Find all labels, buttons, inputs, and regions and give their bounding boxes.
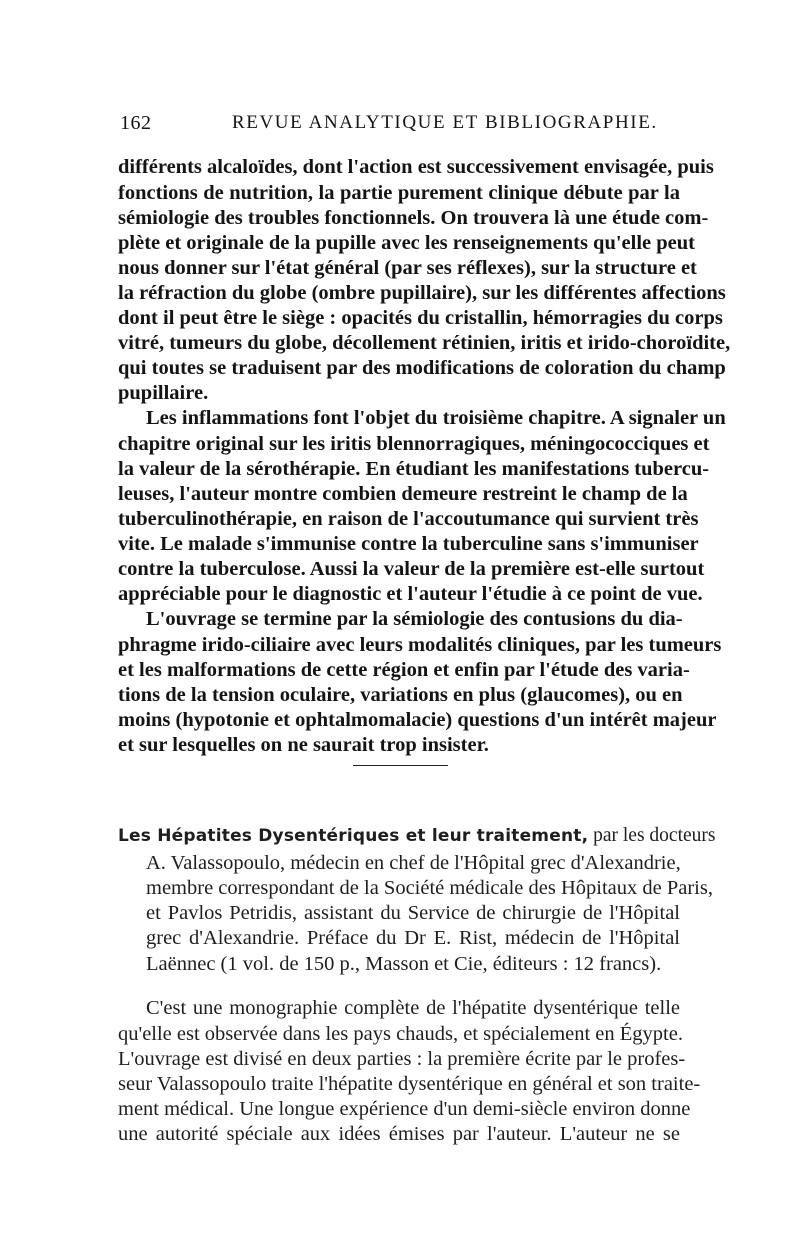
text-line: phragme irido-ciliaire avec leurs modalités cliniques, par les tumeurs: [118, 634, 722, 656]
section-divider: [353, 765, 448, 766]
paragraph-start-line: C'est une monographie complète de l'hépatite dysentérique telle: [146, 997, 680, 1019]
text-line: une autorité spéciale aux idées émises par l'auteur. L'auteur ne se: [118, 1123, 680, 1145]
text-line: et sur lesquelles on ne saurait trop insister.: [118, 734, 489, 756]
text-line: chapitre original sur les iritis blennorragiques, méningococciques et: [118, 433, 710, 455]
review-title: Les Hépatites Dysentériques et leur traitement,: [118, 826, 589, 846]
text-line: la valeur de la sérothérapie. En étudiant les manifestations tubercu-: [118, 458, 710, 480]
text-line: L'ouvrage est divisé en deux parties : la première écrite par le profes-: [118, 1048, 686, 1070]
review-heading-rest: par les docteurs: [588, 825, 716, 846]
paragraph-start-line: Les inflammations font l'objet du troisième chapitre. A signaler un: [146, 407, 726, 429]
text-line: plète et originale de la pupille avec les renseignements qu'elle peut: [118, 232, 695, 254]
text-line: ment médical. Une longue expérience d'un demi-siècle environ donne: [118, 1098, 691, 1120]
text-line: tuberculinothérapie, en raison de l'accoutumance qui survient très: [118, 508, 699, 530]
text-line: dont il peut être le siège : opacités du cristallin, hémorragies du corps: [118, 307, 723, 329]
text-line: sémiologie des troubles fonctionnels. On trouvera là une étude com-: [118, 207, 709, 229]
running-head: [120, 112, 680, 144]
text-line: la réfraction du globe (ombre pupillaire), sur les différentes affections: [118, 282, 726, 304]
paragraph-start-line: L'ouvrage se termine par la sémiologie des contusions du dia-: [146, 608, 683, 630]
text-line: qui toutes se traduisent par des modifications de coloration du champ: [118, 357, 726, 379]
page-number: 162: [120, 112, 152, 134]
text-line: pupillaire.: [118, 382, 209, 404]
review-heading-line: Laënnec (1 vol. de 150 p., Masson et Cie, éditeurs : 12 francs).: [146, 953, 662, 975]
review-heading-line: grec d'Alexandrie. Préface du Dr E. Rist, médecin de l'Hôpital: [146, 927, 680, 949]
text-line: fonctions de nutrition, la partie purement clinique débute par la: [118, 182, 680, 204]
text-line: vite. Le malade s'immunise contre la tuberculine sans s'immuniser: [118, 533, 699, 555]
text-line: qu'elle est observée dans les pays chauds, et spécialement en Égypte.: [118, 1023, 683, 1045]
text-line: contre la tuberculose. Aussi la valeur de la première est-elle surtout: [118, 558, 705, 580]
running-title: REVUE ANALYTIQUE ET BIBLIOGRAPHIE.: [232, 112, 658, 133]
text-line: vitré, tumeurs du globe, décollement rétinien, iritis et irido-choroïdite,: [118, 332, 731, 354]
review-heading-line: et Pavlos Petridis, assistant du Service de chirurgie de l'Hôpital: [146, 902, 680, 924]
review-heading-line: membre correspondant de la Société médicale des Hôpitaux de Paris,: [146, 877, 713, 899]
text-line: seur Valassopoulo traite l'hépatite dysentérique en général et son traite-: [118, 1073, 701, 1095]
text-line: leuses, l'auteur montre combien demeure restreint le champ de la: [118, 483, 688, 505]
text-line: nous donner sur l'état général (par ses réflexes), sur la structure et: [118, 257, 697, 279]
text-line: différents alcaloïdes, dont l'action est successivement envisagée, puis: [118, 156, 714, 178]
review-heading-line: [118, 823, 716, 849]
text-line: appréciable pour le diagnostic et l'auteur l'étudie à ce point de vue.: [118, 583, 703, 605]
text-line: et les malformations de cette région et enfin par l'étude des varia-: [118, 659, 690, 681]
text-line: moins (hypotonie et ophtalmomalacie) questions d'un intérêt majeur: [118, 709, 717, 731]
review-heading-line: A. Valassopoulo, médecin en chef de l'Hôpital grec d'Alexandrie,: [146, 852, 681, 874]
text-line: tions de la tension oculaire, variations en plus (glaucomes), ou en: [118, 684, 683, 706]
